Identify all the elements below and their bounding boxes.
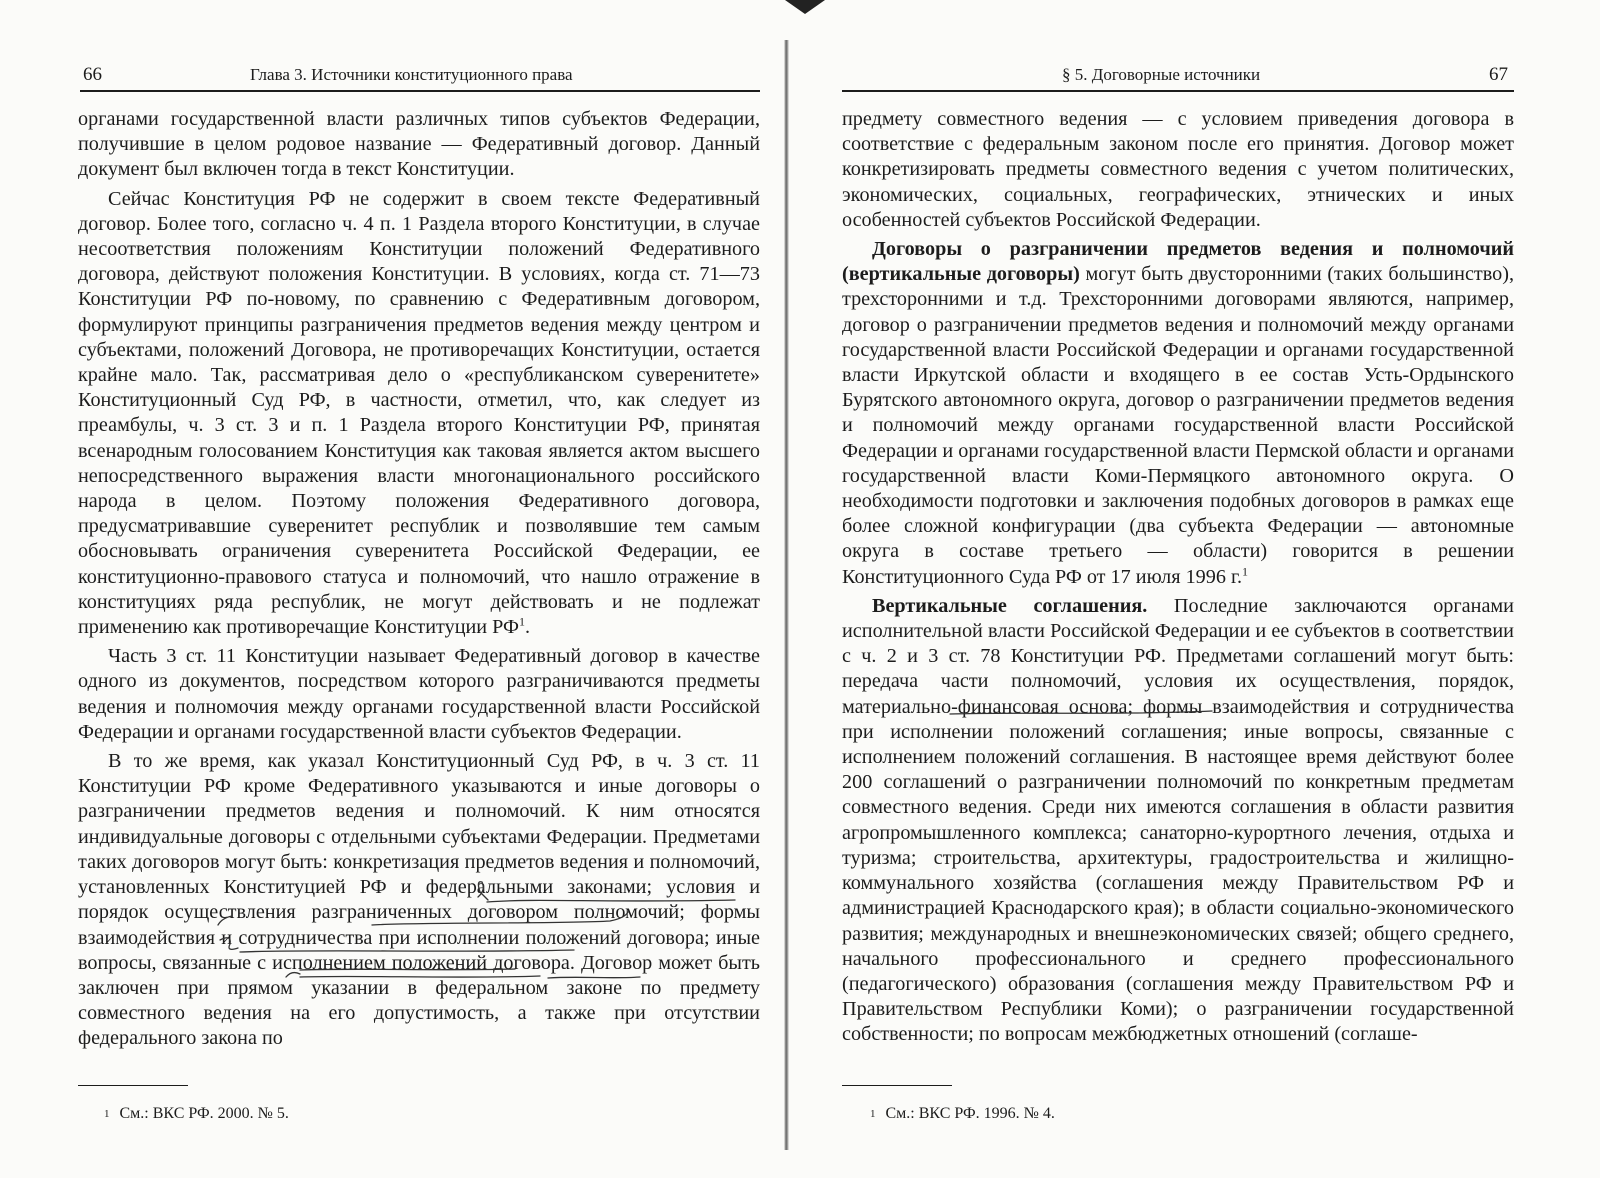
paragraph-text: могут быть двусторонними (таких большинство), трехсторонними и т.д. Трехсторонними договорами являются, например, договор о разграничении предметов ведения и полномочий между органами государственной власти Российской Федерации и органами государственной власти Иркутской области и входящего в ее состав Усть-Ордынского Бурятского автономного округа, договор о разграничении предметов ведения и полномочий между органами государственной власти Российской Федерации и органами государственной власти Пермской области и органами государственной власти Коми-Пермяцкого автономного округа. О необходимости подготовки и заключения подобных договоров в рамках еще более сложной конфигурации (два субъекта Федерации — автономные округа в составе третьего — области) говорится в решении Конституционного Суда РФ от 17 июля 1996 г. [842, 263, 1514, 588]
paragraph: Сейчас Конституция РФ не содержит в своем тексте Федеративный договор. Более того, согласно ч. 4 п. 1 Раздела второго Конституции, в случае несоответствия положениям Конституции положений Федеративного договора, действуют положения Конституции. В условиях, когда ст. 71—73 Конституции РФ по-новому, по сравнению с Федеративным договором, формулируют принципы разграничения предметов ведения между центром и субъектами, положений Договора, не противоречащих Конституции, остается крайне мало. Так, рассматривая дело о «республиканском суверенитете» Конституционный Суд РФ, в частности, отметил, что, как следует из преамбулы, ч. 3 ст. 3 и п. 1 Раздела второго Конституции РФ, принятая всенародным голосованием Конституция как таковая является актом высшего непосредственного выражения власти многонационального российского народа в целом. Поэтому положения Федеративного договора, предусматривавшие суверенитет республик и позволявшие тем самым обосновывать ограничения суверенитета Российской Федерации, ее конституционно-правового статуса и полномочий, что нашло отражение в конституциях ряда республик, не могут действовать и не подлежат применению как противоречащие Конституции $РФ^1$. [78, 187, 760, 639]
right-body-text [842, 107, 1514, 1052]
right-running-head [842, 60, 1514, 92]
footnote-rule [78, 1085, 188, 1086]
left-page [0, 0, 785, 1178]
right-page [790, 0, 1600, 1178]
paragraph [842, 237, 1514, 590]
footnote-rule [842, 1085, 952, 1086]
left-body-text [78, 107, 760, 1056]
footnote-text: См.: ВКС РФ. 1996. № 4. [885, 1105, 1055, 1122]
paragraph: Часть 3 ст. 11 Конституции называет Федеративный договор в качестве одного из документов, посредством которого разграничиваются предметы ведения и полномочия между органами государственной власти Российской Федерации и органами государственной власти субъектов Федерации. [78, 645, 760, 743]
bold-term: Договоры о разграничении предметов ведения и полномочий (вертикальные договоры) [842, 238, 1514, 286]
footnote [870, 1103, 1055, 1125]
left-running-head [80, 60, 760, 92]
page-number-right: 67 [1489, 64, 1508, 85]
section-title: § 5. Договорные источники [1062, 65, 1261, 84]
footnote-marker: 1 [870, 1108, 876, 1120]
footnote-marker: 1 [104, 1108, 110, 1120]
paragraph: В то же время, как указал Конституционный Суд РФ, в ч. 3 ст. 11 Конституции РФ кроме Федеративного указываются и иные договоры о разграничении предметов ведения и полномочий. К ним относятся индивидуальные договоры с отдельными субъектами Федерации. Предметами таких договоров могут быть: конкретизация предметов ведения и полномочий, установленных Конституцией РФ и федеральными законами; условия и порядок осуществления разграниченных договором полномочий; формы взаимодействия и сотрудничества при исполнении положений договора; иные вопросы, связанные с исполнением положений договора. Договор может быть заключен при прямом указании в федеральном законе по предмету совместного ведения на его допустимость, а также при отсутствии федерального закона по [78, 750, 760, 1050]
paragraph-text: Последние заключаются органами исполнительной власти Российской Федерации и ее субъектов в соответствии с ч. 2 и 3 ст. 78 Конституции РФ. Предметами соглашений могут быть: передача части полномочий, условия их осуществления, порядок, материально-финансовая основа; формы взаимодействия и сотрудничества при исполнении положений соглашения; иные вопросы, связанные с исполнением положений соглашения. В настоящее время действуют более 200 соглашений о разграничении полномочий по конкретным предметам совместного ведения. Среди них имеются соглашения в области развития агропромышленного комплекса; санаторно-курортного лечения, отдыха и туризма; строительства, архитектуры, градостроительства и жилищно-коммунального хозяйства (соглашения между Правительством РФ и администрацией Краснодарского края); в области социально-экономического развития; международных и внешнеэкономических связей; общего среднего, начального профессионального и среднего профессионального (педагогического) образования (соглашения между Правительством РФ и Правительством Республики Коми); о разграничении государственной собственности; по вопросам межбюджетных отношений (соглаше- [842, 594, 1514, 1046]
footnote-reference: 1 [1242, 563, 1249, 578]
footnote [104, 1103, 289, 1125]
bold-term: Вертикальные соглашения. [872, 594, 1148, 617]
paragraph [842, 594, 1514, 1048]
footnote-text: См.: ВКС РФ. 2000. № 5. [119, 1105, 289, 1122]
page-number-left: 66 [83, 64, 102, 85]
footnote-reference: 1 [519, 614, 525, 629]
paragraph: органами государственной власти различных типов субъектов Федерации, получившие в целом родовое название — Федеративный договор. Данный документ был включен тогда в текст Конституции. [78, 108, 760, 181]
paragraph: предмету совместного ведения — с условием приведения договора в соответствие с федеральным законом после его принятия. Договор может конкретизировать предметы совместного ведения с учетом политических, экономических, социальных, географических, этнических и иных особенностей субъектов Российской Федерации. [842, 108, 1514, 231]
paragraph-text: Сейчас Конституция РФ не содержит в своем тексте Федеративный договор. Более того, согласно ч. 4 п. 1 Раздела второго Конституции, в случае несоответствия положениям Конституции положений Федеративного договора, действуют положения Конституции. В условиях, когда ст. 71—73 Конституции РФ по-новому, по сравнению с Федеративным договором, формулируют принципы разграничения предметов ведения между центром и субъектами, положений Договора, не противоречащих Конституции, остается крайне мало. Так, рассматривая дело о «республиканском суверенитете» Конституционный Суд РФ, в частности, отметил, что, как следует из преамбулы, ч. 3 ст. 3 и п. 1 Раздела второго Конституции РФ, принятая всенародным голосованием Конституция как таковая является актом высшего непосредственного выражения власти многонационального российского народа в целом. Поэтому положения Федеративного договора, предусматривавшие суверенитет республик и позволявшие тем самым обосновывать ограничения суверенитета Российской Федерации, ее конституционно-правового статуса и полномочий, что нашло отражение в конституциях ряда республик, не могут действовать и не подлежат применению как противоречащие Конституции РФ [78, 187, 760, 639]
chapter-title: Глава 3. Источники конституционного права [250, 65, 573, 84]
